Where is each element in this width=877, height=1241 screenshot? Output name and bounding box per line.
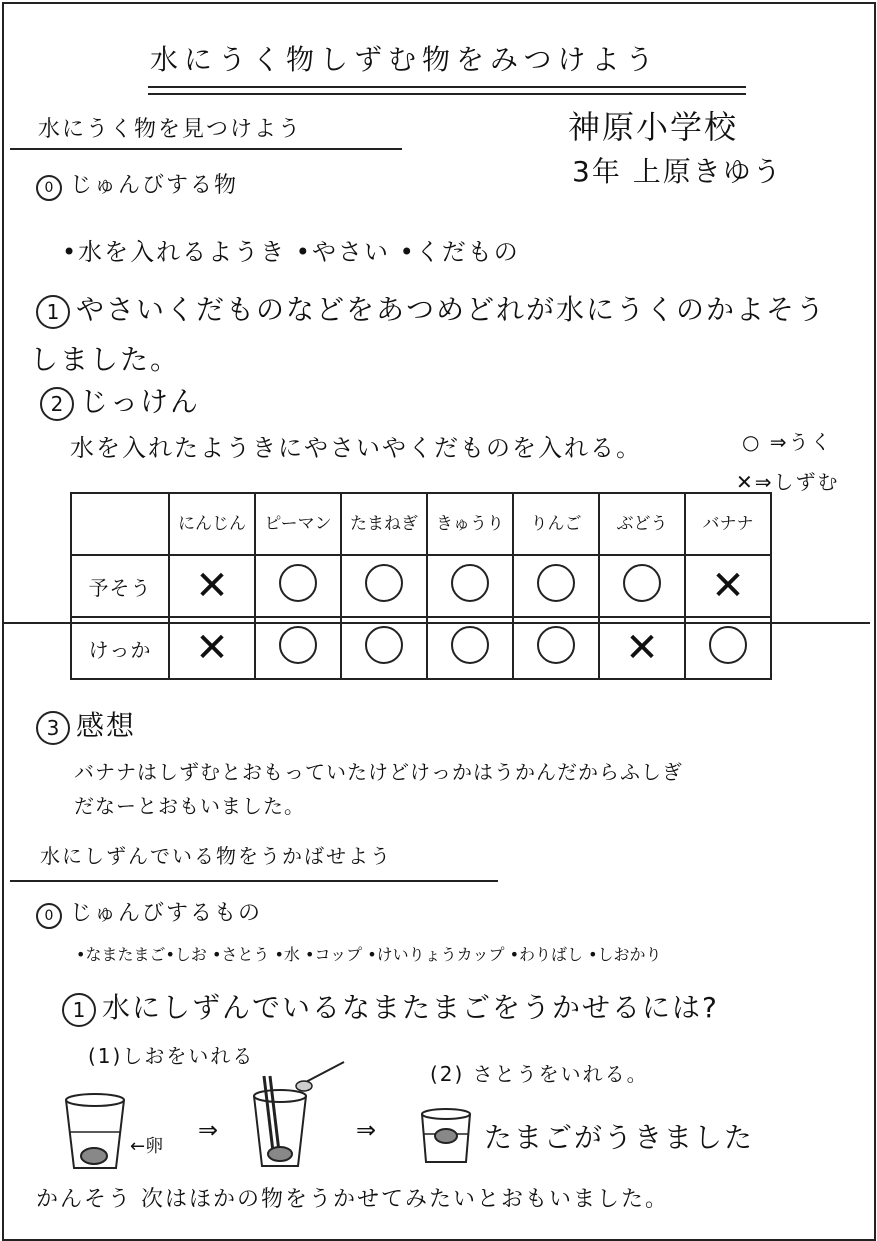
- arrow-2: ⇒: [356, 1116, 379, 1144]
- title-underline-2: [148, 93, 746, 95]
- cross-mark-icon: ✕: [195, 563, 229, 609]
- step-number-0: 0: [36, 175, 62, 201]
- sub-step-2: (2) さとうをいれる。: [430, 1062, 649, 1086]
- mark-cell: [599, 555, 685, 617]
- section2-underline: [10, 880, 498, 882]
- step1-text-a: やさいくだものなどをあつめどれが水にうくのかよそう: [76, 293, 827, 326]
- step1-text-b: しました。: [30, 343, 181, 376]
- mark-cell: [255, 555, 341, 617]
- prep-line-2: [36, 896, 262, 929]
- mark-cell: [341, 555, 427, 617]
- mark-cell: [685, 555, 771, 617]
- table-header-cell: たまねぎ: [341, 493, 427, 555]
- mark-cell: [513, 617, 599, 679]
- legend-float: ○ ⇒うく: [742, 430, 833, 454]
- circle-mark-icon: [537, 564, 575, 602]
- circle-mark-icon: [709, 626, 747, 664]
- materials-1: •水を入れるようき •やさい •くだもの: [62, 238, 520, 266]
- step-number-0: 0: [36, 903, 62, 929]
- mark-cell: [169, 617, 255, 679]
- table-header-row: [71, 493, 771, 555]
- circle-mark-icon: [365, 564, 403, 602]
- section1-underline: [10, 148, 402, 150]
- section2-heading: 水にしずんでいる物をうかばせよう: [40, 844, 392, 868]
- sub-step-1: (1)しおをいれる: [88, 1044, 255, 1068]
- mark-cell: [513, 555, 599, 617]
- step2-label: じっけん: [80, 385, 201, 418]
- circle-mark-icon: [451, 564, 489, 602]
- table-header-cell: にんじん: [169, 493, 255, 555]
- cup-with-chopstick-sketch: [244, 1056, 354, 1176]
- impression-b: だなーとおもいました。: [74, 794, 305, 818]
- prep-label-1: じゅんびする物: [70, 173, 239, 198]
- table-divider-line: [4, 622, 870, 624]
- table-header-cell: ピーマン: [255, 493, 341, 555]
- impression-a: バナナはしずむとおもっていたけどけっかはうかんだからふしぎ: [74, 760, 683, 784]
- step1-line-2: [62, 986, 719, 1027]
- step-number-3: 3: [36, 711, 70, 745]
- mark-cell: [427, 555, 513, 617]
- row-label: けっか: [71, 617, 169, 679]
- results-table: [70, 492, 772, 680]
- student-name: 3年 上原きゆう: [572, 155, 783, 188]
- table-header-cell: りんご: [513, 493, 599, 555]
- mark-cell: [341, 617, 427, 679]
- table-header-cell: きゅうり: [427, 493, 513, 555]
- mark-cell: [427, 617, 513, 679]
- arrow-1: ⇒: [198, 1116, 221, 1144]
- circle-mark-icon: [537, 626, 575, 664]
- circle-mark-icon: [279, 626, 317, 664]
- table-header-cell: バナナ: [685, 493, 771, 555]
- section1-heading: 水にうく物を見つけよう: [38, 117, 303, 142]
- row-label: 予そう: [71, 555, 169, 617]
- circle-mark-icon: [451, 626, 489, 664]
- step2-line: [40, 380, 200, 421]
- step-number-1: 1: [36, 295, 70, 329]
- title-underline: [148, 86, 746, 88]
- circle-mark-icon: [623, 564, 661, 602]
- table-header-cell: ぶどう: [599, 493, 685, 555]
- prep-label-2: じゅんびするもの: [70, 901, 263, 926]
- circle-mark-icon: [279, 564, 317, 602]
- cross-mark-icon: ✕: [711, 563, 745, 609]
- mark-cell: [685, 617, 771, 679]
- step3-label: 感想: [76, 709, 137, 742]
- cup-with-egg-sketch: [60, 1090, 130, 1174]
- table-row: [71, 555, 771, 617]
- step-number-2: 2: [40, 387, 74, 421]
- final-impression: かんそう 次はほかの物をうかせてみたいとおもいました。: [36, 1187, 669, 1212]
- cross-mark-icon: ✕: [625, 625, 659, 671]
- step2-text: 水を入れたようきにやさいやくだものを入れる。: [70, 434, 642, 462]
- table-row: [71, 617, 771, 679]
- step-number-1: 1: [62, 993, 96, 1027]
- mark-cell: [599, 617, 685, 679]
- mark-cell: [169, 555, 255, 617]
- materials-2: •なまたまご•しお •さとう •水 •コップ •けいりょうカップ •わりばし •しおかり: [76, 945, 662, 964]
- prep-line-1: [36, 168, 238, 201]
- legend-sink: ✕⇒しずむ: [736, 470, 840, 494]
- result-text: たまごがうきました: [484, 1121, 755, 1154]
- cross-mark-icon: ✕: [195, 625, 229, 671]
- school-name: 神原小学校: [568, 108, 739, 146]
- cup-floating-egg-sketch: [416, 1104, 476, 1168]
- table-header-cell: [71, 493, 169, 555]
- circle-mark-icon: [365, 626, 403, 664]
- egg-label: ←卵: [130, 1136, 164, 1157]
- step1-text-2: 水にしずんでいるなまたまごをうかせるには?: [102, 991, 719, 1024]
- mark-cell: [255, 617, 341, 679]
- page-title: 水にうく物しずむ物をみつけよう: [150, 43, 660, 76]
- step3-line: [36, 704, 136, 745]
- step1-line: [36, 288, 826, 329]
